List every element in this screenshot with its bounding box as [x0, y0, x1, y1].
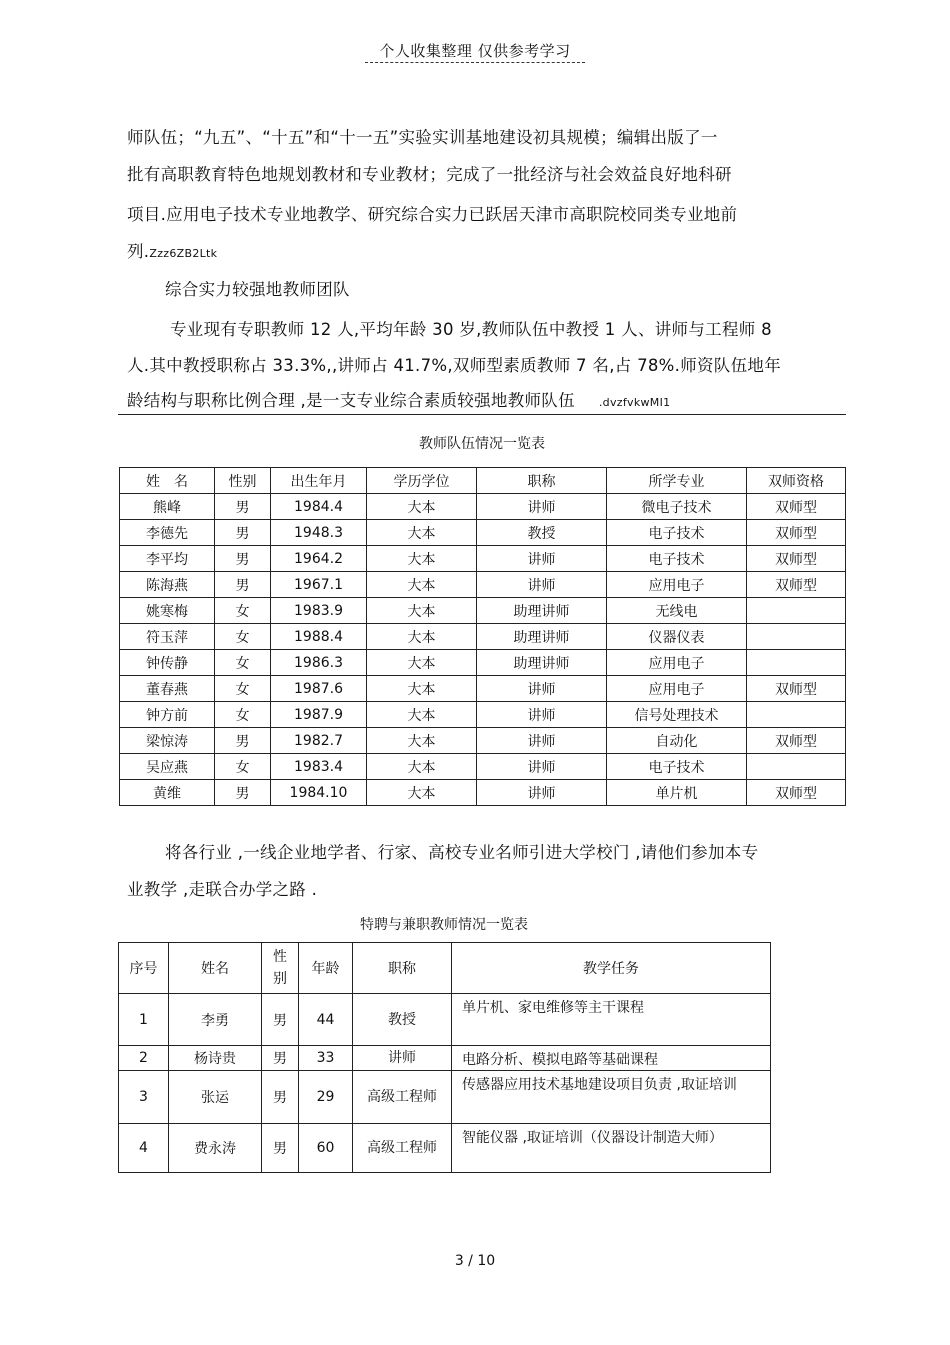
- table-cell: 3: [119, 1071, 169, 1124]
- table-cell: 双师型: [747, 494, 846, 520]
- table-cell: 1984.10: [271, 780, 367, 806]
- table-cell: 双师型: [747, 520, 846, 546]
- paragraph2-line-3: [127, 387, 670, 411]
- header-divider: [365, 62, 585, 63]
- table-cell: 1983.9: [271, 598, 367, 624]
- table-row: [120, 676, 846, 702]
- paragraph2-line-3-text: 龄结构与职称比例合理 ,是一支专业综合素质较强地教师队伍: [127, 391, 575, 410]
- table-cell: 智能仪器 ,取证培训（仪器设计制造大师）: [452, 1124, 771, 1173]
- table-cell: 男: [215, 572, 271, 598]
- table-cell: 单片机、家电维修等主干课程: [452, 994, 771, 1046]
- table-cell: 大本: [367, 702, 477, 728]
- table-row: [120, 520, 846, 546]
- table-cell: 1948.3: [271, 520, 367, 546]
- teacher-table: [119, 467, 846, 806]
- table-cell: 大本: [367, 624, 477, 650]
- table-cell: 大本: [367, 520, 477, 546]
- table-cell: 男: [215, 780, 271, 806]
- table-row: [120, 754, 846, 780]
- table-cell: 应用电子: [607, 572, 747, 598]
- table-cell: 符玉萍: [120, 624, 215, 650]
- page-number: 3 / 10: [454, 1253, 496, 1269]
- table-cell: 1967.1: [271, 572, 367, 598]
- table-cell: 2: [119, 1046, 169, 1071]
- table-cell: 1982.7: [271, 728, 367, 754]
- table-cell: 女: [215, 650, 271, 676]
- table-cell: 应用电子: [607, 650, 747, 676]
- table-cell: 讲师: [477, 780, 607, 806]
- table-cell: 男: [215, 494, 271, 520]
- table-row: [120, 650, 846, 676]
- teacher-table-header-row: [120, 468, 846, 494]
- table-cell: 1: [119, 994, 169, 1046]
- table-cell: [747, 598, 846, 624]
- parttime-header-title: 职称: [353, 943, 452, 994]
- parttime-header-age: 年龄: [299, 943, 353, 994]
- table-row: [120, 546, 846, 572]
- page-header: 个人收集整理 仅供参考学习: [379, 42, 571, 60]
- table-cell: 女: [215, 702, 271, 728]
- table-cell: 李德先: [120, 520, 215, 546]
- table-cell: 讲师: [353, 1046, 452, 1071]
- table-cell: 陈海燕: [120, 572, 215, 598]
- paragraph1-line-3: 项目.应用电子技术专业地教学、研究综合实力已跃居天津市高职院校同类专业地前: [127, 205, 738, 224]
- table-cell: 大本: [367, 676, 477, 702]
- table-cell: 钟方前: [120, 702, 215, 728]
- paragraph3-line-2: 业教学 ,走联合办学之路 .: [127, 880, 318, 899]
- teacher-table-caption: 教师队伍情况一览表: [419, 436, 545, 452]
- table-cell: 应用电子: [607, 676, 747, 702]
- paragraph2-line-1: 专业现有专职教师 12 人,平均年龄 30 岁,教师队伍中教授 1 人、讲师与工程师 8: [170, 320, 772, 339]
- table-cell: 助理讲师: [477, 624, 607, 650]
- parttime-table-body: [119, 994, 771, 1173]
- table-cell: 双师型: [747, 676, 846, 702]
- paragraph3-line-1: 将各行业 ,一线企业地学者、行家、高校专业名师引进大学校门 ,请他们参加本专: [165, 843, 759, 862]
- parttime-header-gender: 性别: [262, 943, 299, 994]
- table-cell: 双师型: [747, 572, 846, 598]
- parttime-header-name: 姓名: [169, 943, 262, 994]
- table-cell: 钟传静: [120, 650, 215, 676]
- paragraph1-line-4: [127, 238, 217, 262]
- table-cell: 姚寒梅: [120, 598, 215, 624]
- teacher-header-major: 所学专业: [607, 468, 747, 494]
- teacher-header-gender: 性别: [215, 468, 271, 494]
- table-cell: 双师型: [747, 780, 846, 806]
- table-row: [120, 780, 846, 806]
- table-row: [120, 702, 846, 728]
- table-cell: 1987.9: [271, 702, 367, 728]
- table-cell: 大本: [367, 728, 477, 754]
- table-cell: 4: [119, 1124, 169, 1173]
- table-row: [120, 728, 846, 754]
- parttime-header-index: 序号: [119, 943, 169, 994]
- table-cell: 传感器应用技术基地建设项目负责 ,取证培训: [452, 1071, 771, 1124]
- table-cell: 微电子技术: [607, 494, 747, 520]
- table-cell: 1988.4: [271, 624, 367, 650]
- table-row: [119, 994, 771, 1046]
- table-cell: 大本: [367, 598, 477, 624]
- table-cell: 大本: [367, 650, 477, 676]
- table-cell: 单片机: [607, 780, 747, 806]
- table-cell: 双师型: [747, 546, 846, 572]
- table-cell: 女: [215, 624, 271, 650]
- table-cell: 讲师: [477, 546, 607, 572]
- parttime-table-caption: 特聘与兼职教师情况一览表: [360, 917, 528, 933]
- table-cell: 讲师: [477, 702, 607, 728]
- table-cell: 讲师: [477, 494, 607, 520]
- table-cell: 讲师: [477, 728, 607, 754]
- table-cell: 男: [215, 728, 271, 754]
- paragraph1-watermark: Zzz6ZB2Ltk: [149, 247, 218, 260]
- table-cell: 电子技术: [607, 520, 747, 546]
- table-cell: 讲师: [477, 754, 607, 780]
- table-cell: 60: [299, 1124, 353, 1173]
- table-cell: 大本: [367, 754, 477, 780]
- table-cell: 信号处理技术: [607, 702, 747, 728]
- table-cell: 自动化: [607, 728, 747, 754]
- table-cell: 1964.2: [271, 546, 367, 572]
- table-cell: 杨诗贵: [169, 1046, 262, 1071]
- table-cell: 董春燕: [120, 676, 215, 702]
- paragraph2-line-2: 人.其中教授职称占 33.3%,,讲师占 41.7%,双师型素质教师 7 名,占 78%.师资队伍地年: [127, 356, 781, 375]
- table-cell: 电路分析、模拟电路等基础课程: [452, 1046, 771, 1071]
- table-cell: 讲师: [477, 572, 607, 598]
- teacher-header-birth: 出生年月: [271, 468, 367, 494]
- table-cell: 女: [215, 676, 271, 702]
- table-cell: 大本: [367, 546, 477, 572]
- teacher-table-body: [120, 494, 846, 806]
- table-cell: 44: [299, 994, 353, 1046]
- parttime-table-header-row: [119, 943, 771, 994]
- table-cell: 大本: [367, 572, 477, 598]
- table-cell: 男: [262, 1124, 299, 1173]
- table-cell: 男: [215, 546, 271, 572]
- table-cell: [747, 650, 846, 676]
- section-divider: [118, 414, 846, 415]
- table-cell: 李平均: [120, 546, 215, 572]
- table-cell: 费永涛: [169, 1124, 262, 1173]
- table-cell: 男: [262, 1046, 299, 1071]
- table-cell: 1987.6: [271, 676, 367, 702]
- teacher-header-name: 姓 名: [120, 468, 215, 494]
- table-cell: 熊峰: [120, 494, 215, 520]
- teacher-header-title: 职称: [477, 468, 607, 494]
- table-cell: 33: [299, 1046, 353, 1071]
- table-cell: 男: [215, 520, 271, 546]
- table-row: [119, 1046, 771, 1071]
- table-row: [120, 494, 846, 520]
- table-cell: 电子技术: [607, 546, 747, 572]
- table-cell: 梁惊涛: [120, 728, 215, 754]
- table-cell: 1986.3: [271, 650, 367, 676]
- table-cell: 无线电: [607, 598, 747, 624]
- table-cell: 1984.4: [271, 494, 367, 520]
- paragraph1-line-2: 批有高职教育特色地规划教材和专业教材；完成了一批经济与社会效益良好地科研: [127, 165, 732, 184]
- table-cell: 黄维: [120, 780, 215, 806]
- table-cell: [747, 624, 846, 650]
- table-cell: 张运: [169, 1071, 262, 1124]
- paragraph2-watermark: .dvzfvkwMI1: [598, 396, 671, 409]
- parttime-header-task: 教学任务: [452, 943, 771, 994]
- table-row: [119, 1071, 771, 1124]
- table-cell: 男: [262, 1071, 299, 1124]
- table-cell: 女: [215, 754, 271, 780]
- table-cell: 高级工程师: [353, 1071, 452, 1124]
- table-cell: [747, 702, 846, 728]
- table-cell: 李勇: [169, 994, 262, 1046]
- table-cell: 29: [299, 1071, 353, 1124]
- table-row: [120, 598, 846, 624]
- table-cell: 双师型: [747, 728, 846, 754]
- table-cell: 讲师: [477, 676, 607, 702]
- table-cell: [747, 754, 846, 780]
- table-cell: 助理讲师: [477, 650, 607, 676]
- table-cell: 助理讲师: [477, 598, 607, 624]
- table-cell: 吴应燕: [120, 754, 215, 780]
- table-row: [120, 624, 846, 650]
- paragraph1-line-1: 师队伍；“九五”、“十五”和“十一五”实验实训基地建设初具规模；编辑出版了一: [127, 128, 718, 147]
- parttime-table: [118, 942, 771, 1173]
- table-cell: 大本: [367, 780, 477, 806]
- table-cell: 大本: [367, 494, 477, 520]
- table-cell: 女: [215, 598, 271, 624]
- table-cell: 高级工程师: [353, 1124, 452, 1173]
- section-heading: 综合实力较强地教师团队: [165, 280, 350, 299]
- table-cell: 教授: [353, 994, 452, 1046]
- table-cell: 仪器仪表: [607, 624, 747, 650]
- table-cell: 教授: [477, 520, 607, 546]
- teacher-header-degree: 学历学位: [367, 468, 477, 494]
- table-cell: 1983.4: [271, 754, 367, 780]
- table-row: [120, 572, 846, 598]
- table-cell: 电子技术: [607, 754, 747, 780]
- table-cell: 男: [262, 994, 299, 1046]
- teacher-header-dual: 双师资格: [747, 468, 846, 494]
- paragraph1-line-4-text: 列.: [127, 242, 150, 261]
- table-row: [119, 1124, 771, 1173]
